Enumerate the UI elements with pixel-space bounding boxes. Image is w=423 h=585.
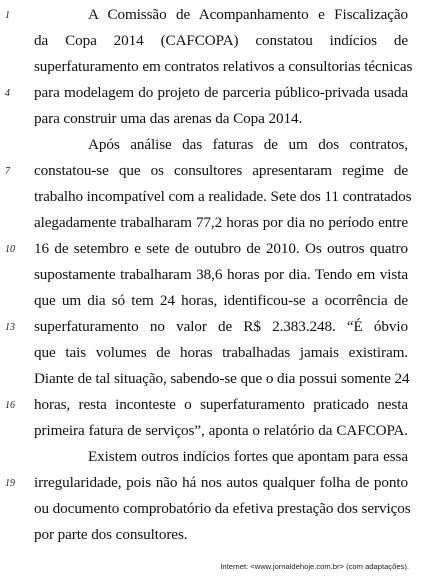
text-line — [0, 470, 423, 496]
text-line — [0, 496, 423, 522]
text-line — [0, 340, 423, 366]
line-text: alegadamente trabalharam 77,2 horas por dia no período entre — [34, 214, 408, 231]
line-text: Diante de tal situação, sabendo-se que o dia possui somente 24 — [34, 370, 410, 387]
line-text: Após análise das faturas de um dos contratos, — [88, 136, 408, 153]
text-line — [0, 80, 423, 106]
line-text: superfaturamento em contratos relativos a consultorias técnicas — [34, 58, 413, 75]
line-text: primeira fatura de serviços”, aponta o relatório da CAFCOPA. — [34, 422, 408, 439]
line-number: 7 — [5, 166, 10, 177]
text-line — [0, 314, 423, 340]
line-text: supostamente trabalharam 38,6 horas por dia. Tendo em vista — [34, 266, 408, 283]
text-line — [0, 54, 423, 80]
text-line — [0, 522, 423, 548]
line-text: ou documento comprobatório da efetiva prestação dos serviços — [34, 500, 411, 517]
text-line — [0, 184, 423, 210]
line-text: superfaturamento no valor de R$ 2.383.248. “É óbvio — [34, 318, 408, 335]
line-text: para modelagem do projeto de parceria público-privada usada — [34, 84, 408, 101]
text-line — [0, 262, 423, 288]
line-text: da Copa 2014 (CAFCOPA) constatou indícios de — [34, 32, 408, 49]
line-text: trabalho incompatível com a realidade. Sete dos 11 contratados — [34, 188, 412, 205]
text-line — [0, 444, 423, 470]
line-number: 19 — [5, 478, 15, 489]
line-text: A Comissão de Acompanhamento e Fiscalização — [88, 6, 408, 23]
line-number: 1 — [5, 10, 10, 21]
text-line — [0, 2, 423, 28]
line-number: 10 — [5, 244, 15, 255]
line-number: 16 — [5, 400, 15, 411]
line-text: Existem outros indícios fortes que apontam para essa — [88, 448, 408, 465]
line-text: 16 de setembro e sete de outubro de 2010. Os outros quatro — [34, 240, 408, 257]
line-text: horas, resta inconteste o superfaturamento praticado nesta — [34, 396, 408, 413]
line-number: 13 — [5, 322, 15, 333]
text-line — [0, 132, 423, 158]
text-line — [0, 28, 423, 54]
text-line — [0, 392, 423, 418]
text-line — [0, 366, 423, 392]
text-line — [0, 210, 423, 236]
line-number: 4 — [5, 88, 10, 99]
source-citation: Internet: <www.jornaldehoje.com.br> (com adaptações). — [220, 562, 409, 571]
text-line — [0, 158, 423, 184]
line-text: constatou-se que os consultores apresentaram regime de — [34, 162, 408, 179]
text-line — [0, 106, 423, 132]
line-text: que tais volumes de horas trabalhadas jamais existiram. — [34, 344, 408, 361]
text-line — [0, 418, 423, 444]
text-line — [0, 288, 423, 314]
line-text: que um dia só tem 24 horas, identificou-se a ocorrência de — [34, 292, 408, 309]
text-line — [0, 236, 423, 262]
line-text: para construir uma das arenas da Copa 2014. — [34, 110, 303, 127]
line-text: irregularidade, pois não há nos autos qualquer folha de ponto — [34, 474, 408, 491]
line-text: por parte dos consultores. — [34, 526, 188, 543]
